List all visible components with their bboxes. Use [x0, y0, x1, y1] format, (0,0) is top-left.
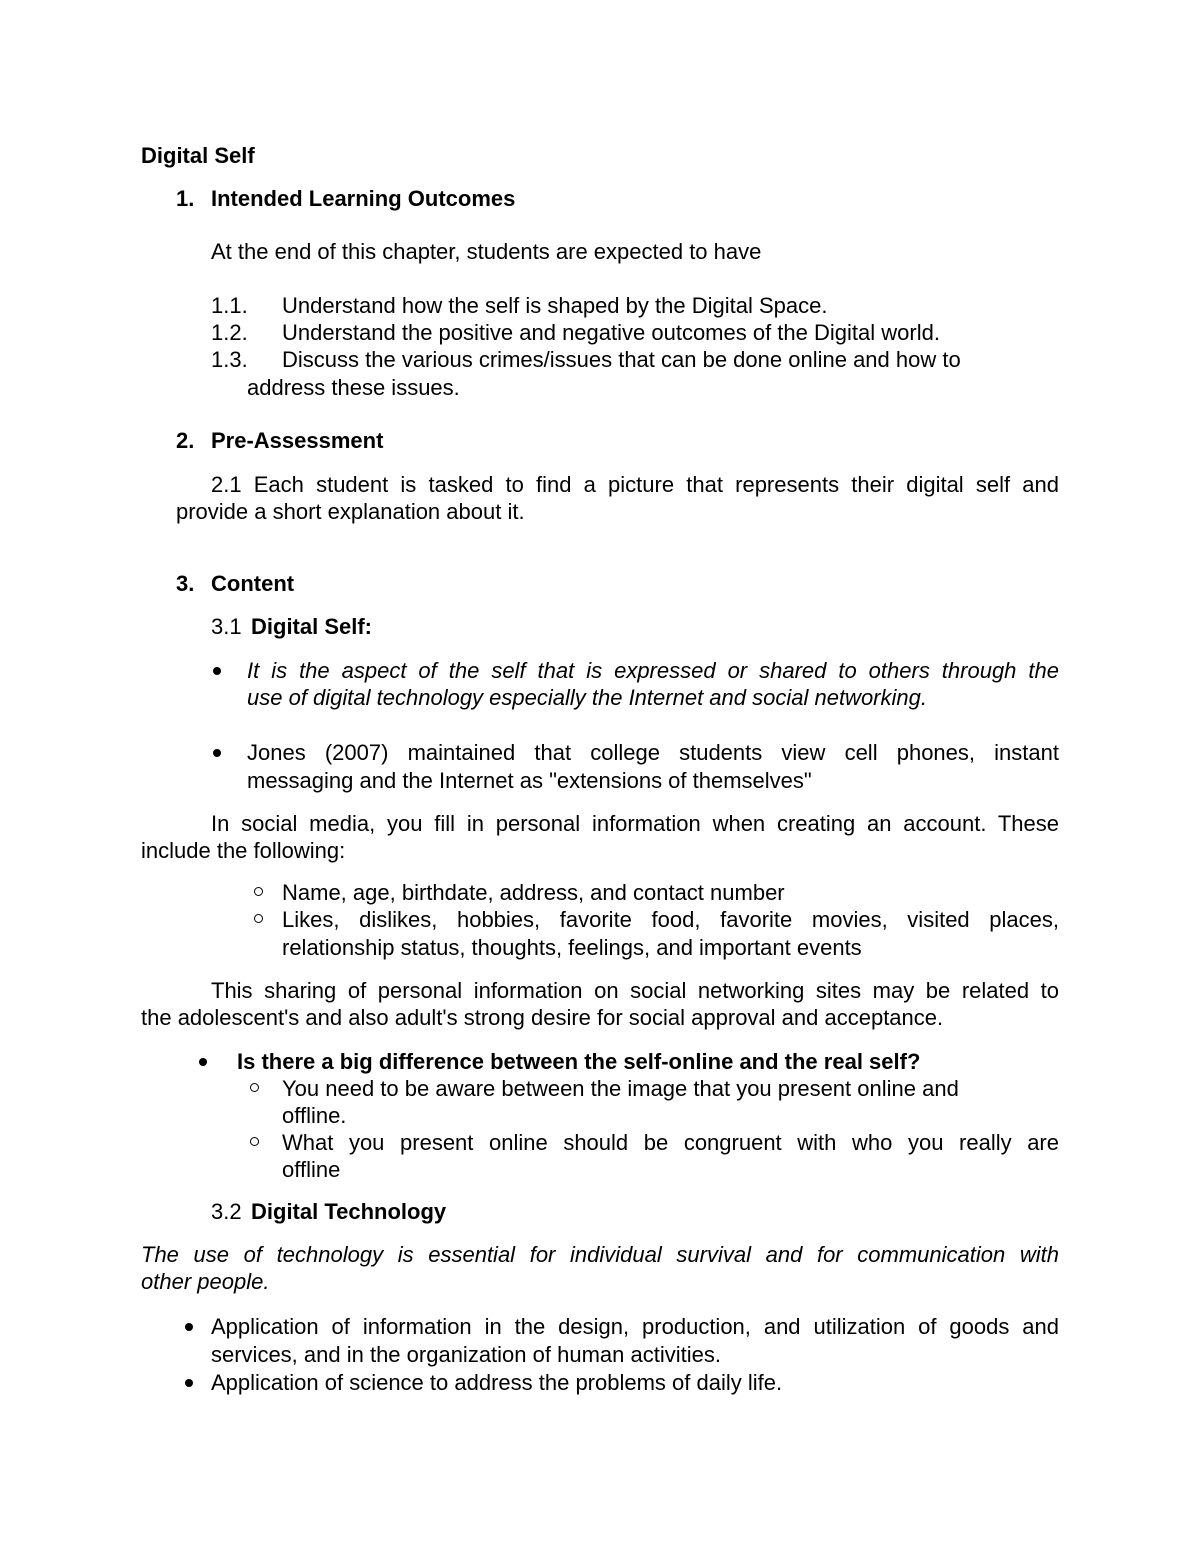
technology-statement-continued: other people.: [141, 1269, 270, 1294]
sharing-paragraph-continued: the adolescent's and also adult's strong desire for social approval and acceptance.: [141, 1005, 944, 1030]
social-media-paragraph-continued: include the following:: [141, 838, 346, 863]
question-point: You need to be aware between the image that you present online and: [282, 1076, 959, 1101]
section-3-heading: Content: [211, 571, 295, 596]
technology-definition: Application of science to address the problems of daily life.: [211, 1370, 783, 1395]
bullet-icon: [199, 1058, 207, 1066]
bullet-icon: [213, 667, 221, 675]
subsection-number: 3.2: [211, 1199, 242, 1224]
subsection-title: Digital Self:: [251, 614, 373, 639]
subsection-title: Digital Technology: [251, 1199, 447, 1224]
definition-text: It is the aspect of the self that is expressed or shared to others through the: [247, 658, 1059, 683]
section-1-number: 1.: [176, 186, 195, 211]
info-list-item-continued: relationship status, thoughts, feelings, and important events: [282, 935, 862, 960]
subsection-number: 3.1: [211, 614, 242, 639]
page-title: Digital Self: [141, 143, 255, 168]
bullet-icon: [185, 1379, 193, 1387]
pre-assessment-text-continued: provide a short explanation about it.: [176, 499, 525, 524]
section-2-number: 2.: [176, 428, 195, 453]
circle-bullet-icon: [254, 914, 263, 923]
question-point-continued: offline: [282, 1157, 341, 1182]
circle-bullet-icon: [254, 887, 263, 896]
outcome-text: Discuss the various crimes/issues that can be done online and how to: [282, 347, 961, 372]
outcome-number: 1.3.: [211, 347, 248, 372]
question-point-continued: offline.: [282, 1103, 347, 1128]
circle-bullet-icon: [250, 1083, 259, 1092]
jones-quote-text: Jones (2007) maintained that college students view cell phones, instant: [247, 740, 1059, 765]
technology-definition: Application of information in the design, production, and utilization of goods and: [211, 1314, 1059, 1339]
question-point: What you present online should be congruent with who you really are: [282, 1130, 1059, 1155]
bullet-icon: [213, 749, 221, 757]
technology-definition-continued: services, and in the organization of human activities.: [211, 1342, 721, 1367]
definition-text-continued: use of digital technology especially the Internet and social networking.: [247, 685, 927, 710]
pre-assessment-text: 2.1 Each student is tasked to find a picture that represents their digital self and: [211, 472, 1059, 497]
bullet-icon: [185, 1323, 193, 1331]
section-3-number: 3.: [176, 571, 195, 596]
outcome-text: Understand how the self is shaped by the Digital Space.: [282, 293, 828, 318]
section-2-heading: Pre-Assessment: [211, 428, 384, 453]
question-heading: Is there a big difference between the self-online and the real self?: [237, 1049, 921, 1074]
technology-statement: The use of technology is essential for individual survival and for communication with: [141, 1242, 1059, 1267]
outcome-text: Understand the positive and negative outcomes of the Digital world.: [282, 320, 940, 345]
social-media-paragraph: In social media, you fill in personal information when creating an account. These: [211, 811, 1059, 836]
info-list-item: Name, age, birthdate, address, and contact number: [282, 880, 785, 905]
info-list-item: Likes, dislikes, hobbies, favorite food, favorite movies, visited places,: [282, 907, 1059, 932]
outcome-number: 1.1.: [211, 293, 248, 318]
outcome-text-continued: address these issues.: [247, 375, 460, 400]
outcome-number: 1.2.: [211, 320, 248, 345]
section-1-heading: Intended Learning Outcomes: [211, 186, 516, 211]
section-1-intro: At the end of this chapter, students are expected to have: [211, 239, 762, 264]
sharing-paragraph: This sharing of personal information on social networking sites may be related to: [211, 978, 1059, 1003]
circle-bullet-icon: [250, 1137, 259, 1146]
jones-quote-text-continued: messaging and the Internet as "extensions of themselves": [247, 768, 812, 793]
